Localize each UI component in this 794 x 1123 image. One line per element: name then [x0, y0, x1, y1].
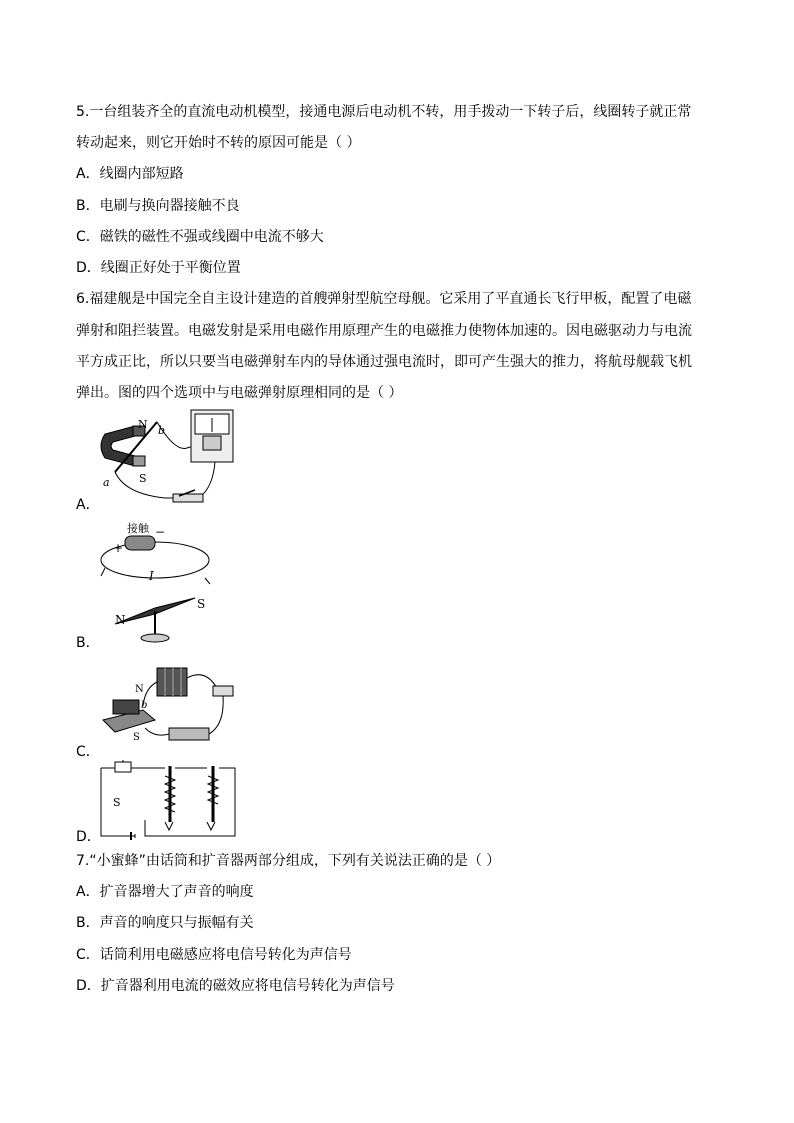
question-6-line-2: 弹射和阻拦装置。电磁发射是采用电磁作用原理产生的电磁推力使物体加速的。因电磁驱动力与电流 [76, 323, 692, 339]
question-5-option-a: A．线圈内部短路 [76, 166, 184, 182]
switch-icon [213, 686, 233, 696]
battery-icon [125, 536, 155, 550]
label-b: b [158, 424, 166, 437]
figure-c-motor-diagram [95, 658, 245, 754]
label-current: I [149, 569, 154, 583]
question-5-line-1: 5.一台组装齐全的直流电动机模型，接通电源后电动机不转，用手拨动一下转子后，线圈转子就正常 [76, 104, 692, 120]
question-6-line-3: 平方成正比，所以只要当电磁弹射车内的导体通过强电流时，即可产生强大的推力，将航母舰载飞机 [76, 354, 692, 370]
switch-icon [173, 494, 203, 502]
question-5-line-2: 转动起来，则它开始时不转的原因可能是（ ） [76, 135, 361, 151]
figure-b-label: B． [76, 635, 100, 651]
label-s: S [133, 732, 140, 743]
label-plus: + [113, 541, 124, 555]
question-5-option-b: B．电刷与换向器接触不良 [76, 198, 240, 214]
question-7-option-a: A．扩音器增大了声音的响度 [76, 884, 254, 900]
rheostat-icon [169, 728, 209, 740]
question-5-option-c: C．磁铁的磁性不强或线圈中电流不够大 [76, 229, 324, 245]
question-7-option-d: D．扩音器利用电流的磁效应将电信号转化为声信号 [76, 978, 395, 994]
label-n: N [135, 684, 144, 695]
label-n: N [115, 613, 126, 627]
label-n: N [138, 418, 148, 431]
label-b: b [141, 700, 148, 711]
label-s: S [113, 796, 121, 809]
figure-d-label: D． [76, 829, 101, 845]
question-7-line-1: 7.“小蜜蜂”由话筒和扩音器两部分组成，下列有关说法正确的是（ ） [76, 853, 501, 869]
label-minus: − [155, 525, 166, 539]
u-magnet-icon [101, 426, 135, 466]
label-s: S [197, 597, 206, 611]
battery-pack-icon [157, 668, 187, 696]
figure-b-oersted-diagram [95, 518, 225, 646]
question-6-line-1: 6.福建舰是中国完全自主设计建造的首艘弹射型航空母舰。它采用了平直通长飞行甲板，配置了电磁 [76, 291, 692, 307]
figure-a-generator-diagram [95, 406, 245, 510]
label-contact: 接触 [127, 522, 149, 535]
label-s: S [139, 472, 147, 485]
question-7-option-b: B．声音的响度只与振幅有关 [76, 915, 254, 931]
question-5-option-d: D．线圈正好处于平衡位置 [76, 260, 241, 276]
magnet-icon [113, 700, 139, 714]
question-6-line-4: 弹出。图的四个选项中与电磁弹射原理相同的是（ ） [76, 385, 403, 401]
figure-c-label: C． [76, 744, 100, 760]
rheostat-icon [115, 762, 131, 772]
figure-a-label: A． [76, 497, 100, 513]
figure-d-electromagnet-diagram [95, 760, 241, 840]
question-7-option-c: C．话筒利用电磁感应将电信号转化为声信号 [76, 947, 352, 963]
label-a: a [103, 476, 110, 489]
